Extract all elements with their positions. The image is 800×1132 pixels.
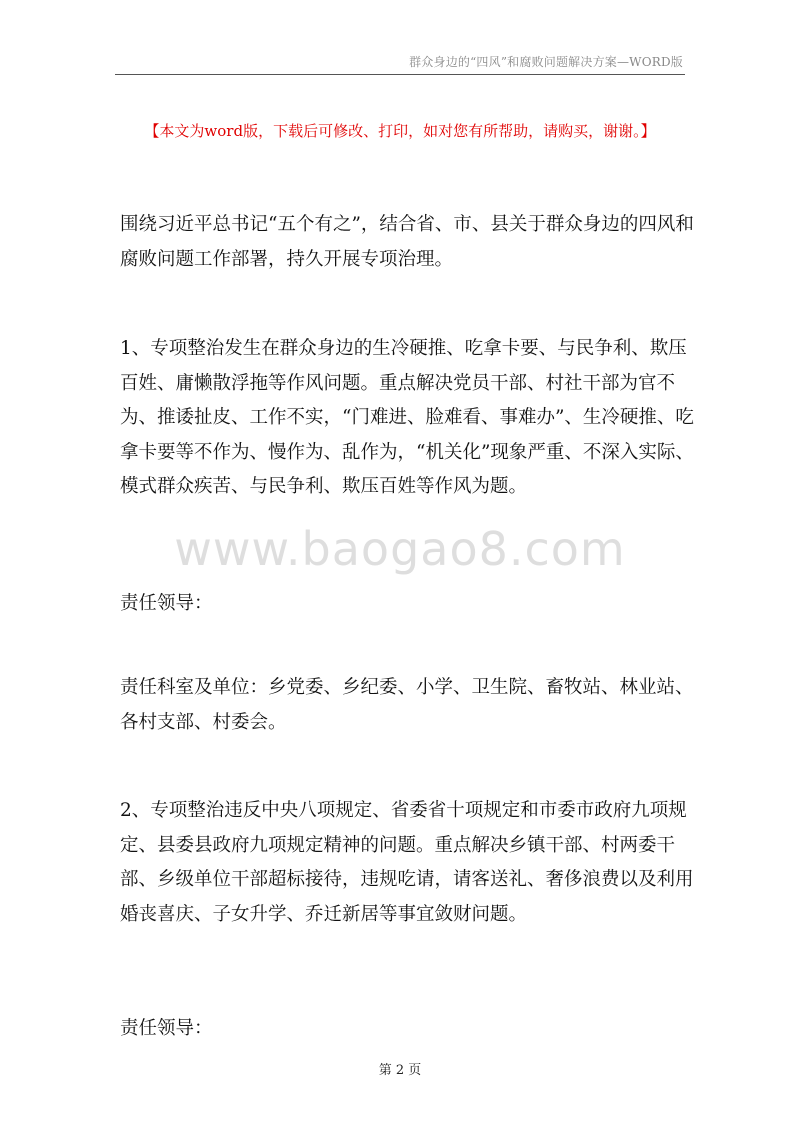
intro-paragraph: 围绕习近平总书记“五个有之”，结合省、市、县关于群众身边的四风和腐败问题工作部署，持久开展专项治理。 bbox=[120, 214, 694, 270]
item-2-paragraph: 2、专项整治违反中央八项规定、省委省十项规定和市委市政府九项规定、县委县政府九项规定精神的问题。重点解决乡镇干部、村两委干部、乡级单位干部超标接待，违规吃请，请客送礼、奢侈浪费以及利用婚丧喜庆、子女升学、乔迁新居等事宜敛财问题。 bbox=[120, 800, 694, 925]
header-divider bbox=[115, 74, 685, 75]
page-number: 第 2 页 bbox=[378, 1063, 422, 1078]
watermark: www.baogao8.com bbox=[174, 522, 626, 576]
document-header-title: 群众身边的“四风”和腐败问题解决方案—WORD版 bbox=[409, 55, 683, 69]
responsible-units-paragraph: 责任科室及单位：乡党委、乡纪委、小学、卫生院、畜牧站、林业站、各村支部、村委会。 bbox=[120, 677, 694, 733]
item-1-paragraph: 1、专项整治发生在群众身边的生冷硬推、吃拿卡要、与民争利、欺压百姓、庸懒散浮拖等作风问题。重点解决党员干部、村社干部为官不为、推诿扯皮、工作不实，“门难进、脸难看、事难办”、生冷硬推、吃拿卡要等不作为、慢作为、乱作为，“机关化”现象严重、不深入实际、模式群众疾苦、与民争利、欺压百姓等作风为题。 bbox=[120, 338, 694, 497]
purchase-notice: 【本文为word版，下载后可修改、打印，如对您有所帮助，请购买，谢谢。】 bbox=[144, 122, 656, 140]
responsible-leader-label-2: 责任领导： bbox=[120, 1018, 213, 1039]
responsible-leader-label-1: 责任领导： bbox=[120, 593, 213, 614]
